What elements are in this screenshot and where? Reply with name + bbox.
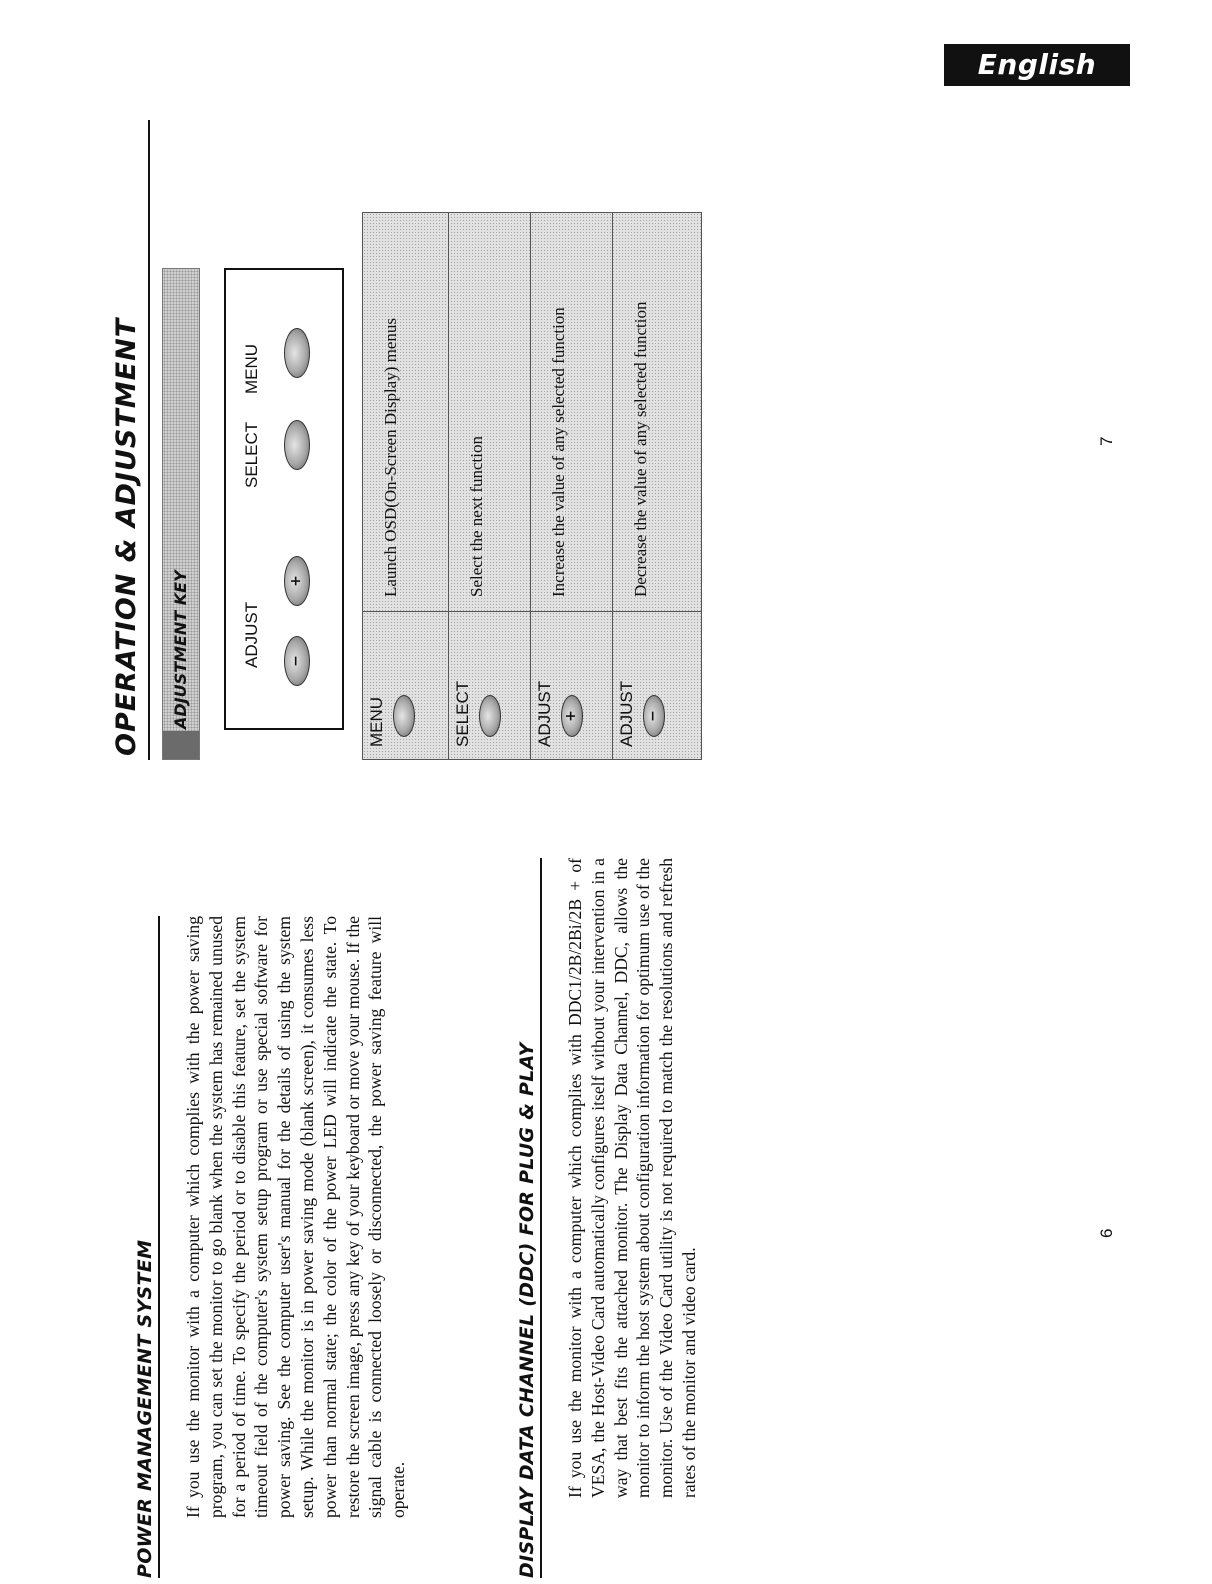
key-cell	[613, 611, 701, 759]
section-body: If you use the monitor with a computer which complies with the power saving program, you can set the monitor to go blank when the system has remained unused for a period of time. To specify the period or to disable this feature, set the system timeout field of the computer's system setup program or use special software for power saving. See the computer user's manual for the details of using the system setup. While the monitor is in power saving mode (blank screen), it consumes less power than normal state; the color of the power LED will indicate the state. To restore the screen image, press any key of your keyboard or move your mouse. If the signal cable is connected loosely or disconnected, the power saving feature will operate.	[183, 916, 409, 1518]
table-row	[531, 213, 613, 759]
key-name: SELECT	[453, 680, 472, 747]
title-divider	[148, 120, 150, 760]
section-divider	[540, 858, 542, 1578]
table-row	[613, 213, 701, 759]
section-title: DISPLAY DATA CHANNEL (DDC) FOR PLUG & PLAY	[516, 1042, 538, 1578]
function-table	[362, 212, 702, 760]
key-cell	[363, 611, 448, 759]
adjust-plus-button[interactable]: +	[284, 556, 310, 606]
plus-key-icon: +	[561, 695, 583, 737]
key-name: ADJUST	[617, 680, 636, 747]
key-panel	[224, 268, 344, 730]
subsection-title: ADJUSTMENT KEY	[171, 570, 190, 729]
menu-button[interactable]	[284, 328, 310, 378]
select-key-icon	[479, 695, 501, 737]
function-description: Select the next function	[467, 436, 486, 597]
adjust-caption: ADJUST	[242, 601, 261, 668]
page-number-6: 6	[1097, 1228, 1116, 1238]
table-row	[363, 213, 449, 759]
function-description: Launch OSD(On-Screen Display) menus	[381, 317, 400, 597]
function-description: Increase the value of any selected function	[549, 307, 568, 597]
section-divider	[158, 916, 160, 1578]
adjustment-key-bar	[162, 268, 200, 760]
section-body: If you use the monitor with a computer which complies with DDC1/2B/2Bi/2B + of VESA, the Host-Video Card automatically configures itself without your intervention in a way that best fits the attached monitor. The Display Data Channel, DDC, allows the monitor to inform the host system about configuration information for optimum use of the monitor. Use of the Video Card utility is not required to match the resolutions and refresh rates of the monitor and video card.	[565, 858, 699, 1498]
adjust-minus-button[interactable]: −	[284, 636, 310, 686]
page-number-7: 7	[1097, 436, 1116, 446]
select-caption: SELECT	[242, 421, 261, 488]
menu-key-icon	[393, 695, 415, 737]
table-row	[449, 213, 531, 759]
key-name: MENU	[367, 696, 386, 747]
page-title: OPERATION & ADJUSTMENT	[111, 317, 142, 756]
menu-caption: MENU	[242, 343, 261, 394]
key-name: ADJUST	[535, 680, 554, 747]
key-cell	[449, 611, 530, 759]
language-tab: English	[944, 44, 1130, 86]
minus-key-icon: −	[643, 695, 665, 737]
bar-accent	[163, 731, 199, 759]
right-page	[108, 120, 908, 760]
select-button[interactable]	[284, 420, 310, 470]
key-cell	[531, 611, 612, 759]
function-description: Decrease the value of any selected function	[631, 301, 650, 597]
ddc-section	[514, 858, 701, 1578]
power-management-section	[132, 916, 410, 1578]
section-title: POWER MANAGEMENT SYSTEM	[134, 1239, 156, 1578]
left-page	[132, 858, 732, 1578]
